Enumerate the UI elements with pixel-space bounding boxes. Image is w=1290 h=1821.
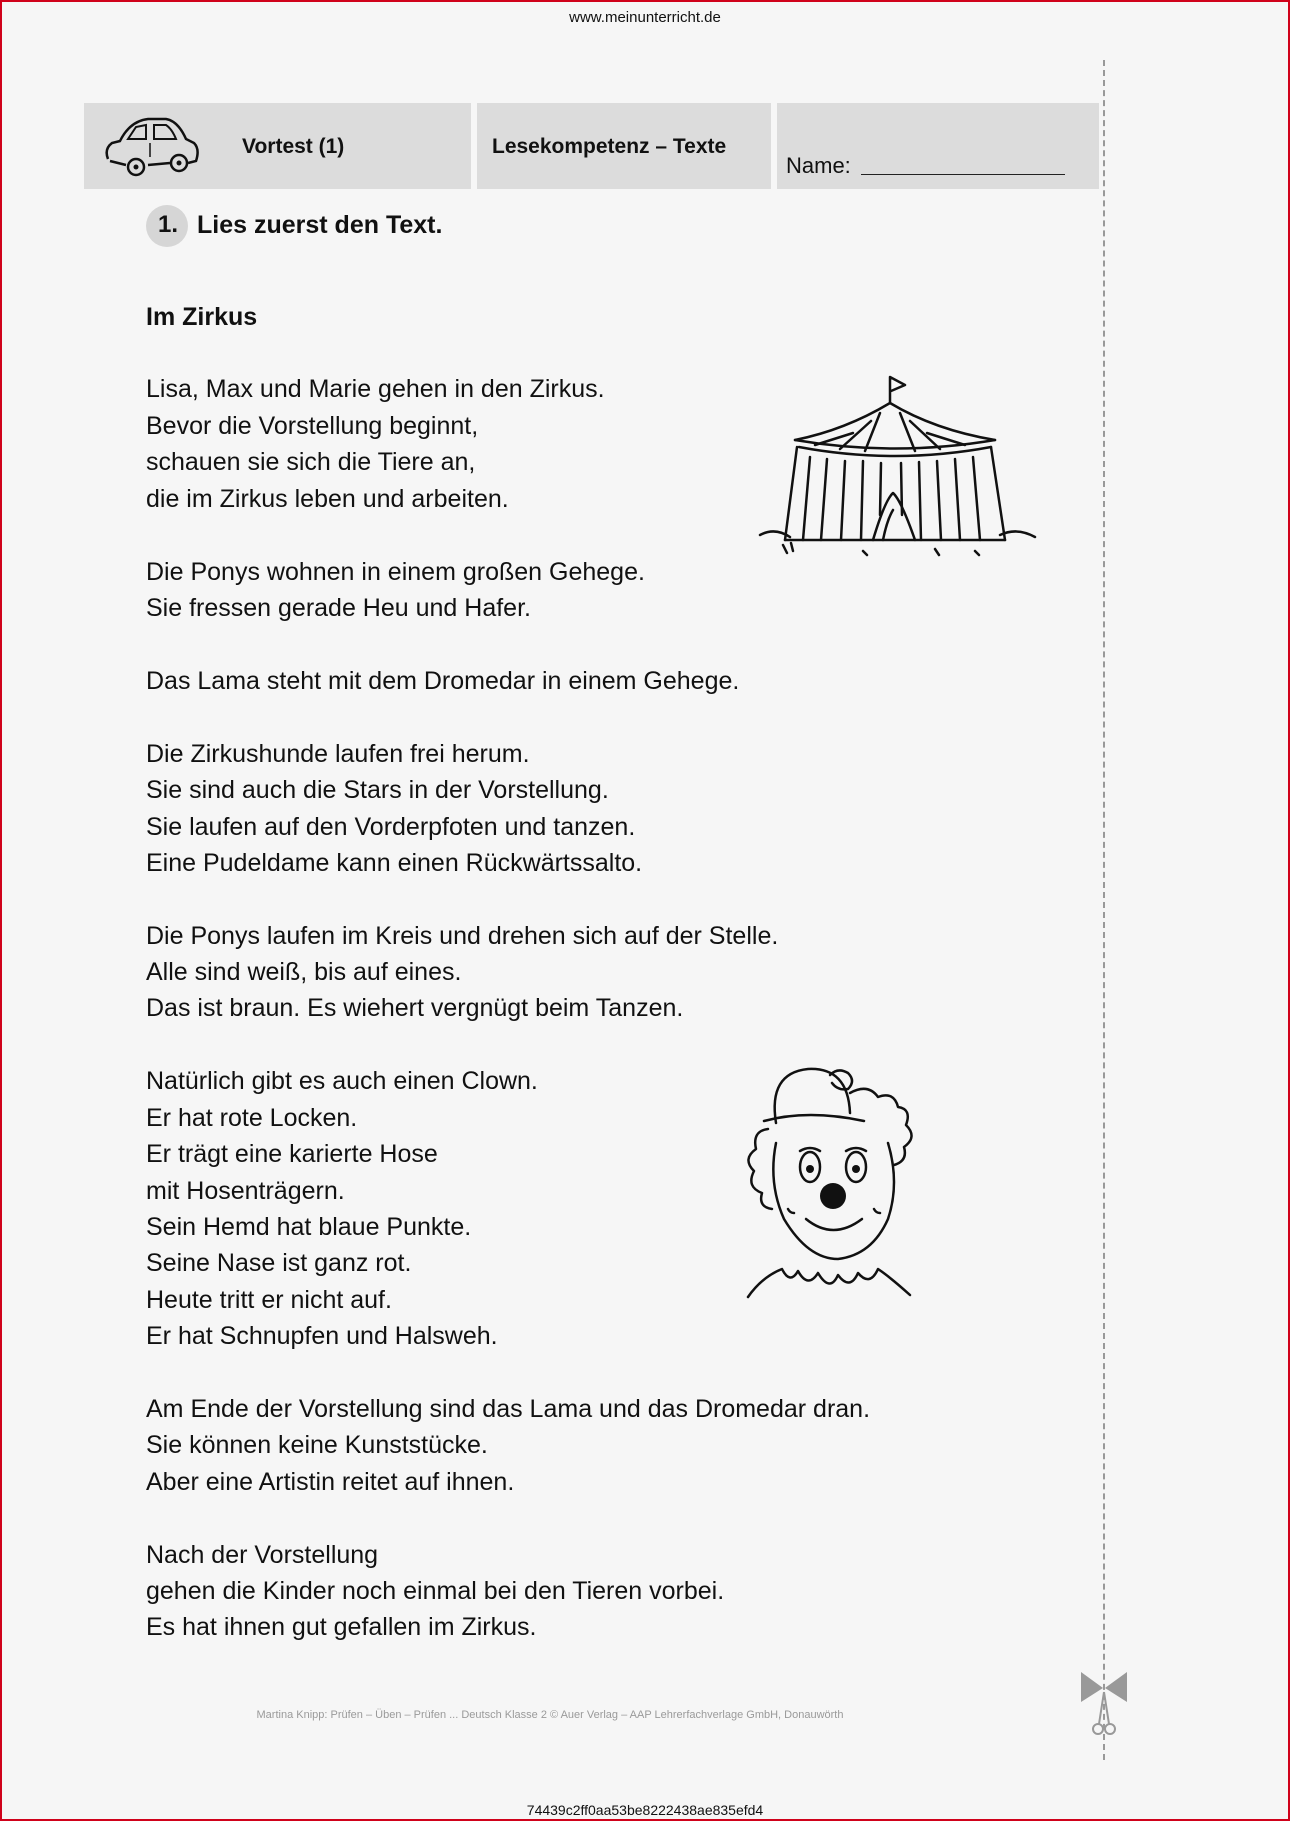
test-title: Vortest (1) <box>242 135 345 158</box>
clown-illustration <box>738 1063 948 1303</box>
name-label: Name: <box>786 153 851 178</box>
story-line: Sie laufen auf den Vorderpfoten und tanzen. <box>146 813 636 841</box>
task-instruction: Lies zuerst den Text. <box>197 211 443 239</box>
story-line: Heute tritt er nicht auf. <box>146 1286 392 1314</box>
name-field-line[interactable] <box>861 174 1065 175</box>
story-line: Sie fressen gerade Heu und Hafer. <box>146 594 531 622</box>
story-line: Er hat rote Locken. <box>146 1104 358 1132</box>
story-line: Am Ende der Vorstellung sind das Lama und das Dromedar dran. <box>146 1395 871 1423</box>
story-line: Sie sind auch die Stars in der Vorstellung. <box>146 776 609 804</box>
story-line: Seine Nase ist ganz rot. <box>146 1249 412 1277</box>
header-name-box <box>777 103 1099 189</box>
story-line: Das Lama steht mit dem Dromedar in einem Gehege. <box>146 667 740 695</box>
story-line: Nach der Vorstellung <box>146 1541 379 1569</box>
footer-credit: Martina Knipp: Prüfen – Üben – Prüfen ... Deutsch Klasse 2 © Auer Verlag – AAP Lehrerfachverlage GmbH, Donauwörth <box>256 1709 844 1721</box>
story-line: Das ist braun. Es wiehert vergnügt beim Tanzen. <box>146 994 684 1022</box>
document-hash: 74439c2ff0aa53be8222438ae835efd4 <box>526 1802 764 1818</box>
story-line: Sein Hemd hat blaue Punkte. <box>146 1213 472 1241</box>
story-line: Natürlich gibt es auch einen Clown. <box>146 1067 538 1095</box>
circus-tent-illustration <box>755 375 1040 560</box>
story-line: Er hat Schnupfen und Halsweh. <box>146 1322 498 1350</box>
header-left-box <box>84 103 471 189</box>
story-line: gehen die Kinder noch einmal bei den Tieren vorbei. <box>146 1577 725 1605</box>
header-middle-box <box>477 103 771 189</box>
story-line: schauen sie sich die Tiere an, <box>146 448 476 476</box>
story-line: Die Ponys laufen im Kreis und drehen sich auf der Stelle. <box>146 922 779 950</box>
story-line: Die Zirkushunde laufen frei herum. <box>146 740 530 768</box>
story-line: Er trägt eine karierte Hose <box>146 1140 438 1168</box>
car-icon <box>102 111 202 183</box>
story-title: Im Zirkus <box>146 303 258 331</box>
task-number: 1. <box>158 211 179 238</box>
story-line: Es hat ihnen gut gefallen im Zirkus. <box>146 1613 537 1641</box>
story-line: Sie können keine Kunststücke. <box>146 1431 488 1459</box>
story-line: Bevor die Vorstellung beginnt, <box>146 412 479 440</box>
story-line: Aber eine Artistin reitet auf ihnen. <box>146 1468 515 1496</box>
story-line: Alle sind weiß, bis auf eines. <box>146 958 462 986</box>
story-line: die im Zirkus leben und arbeiten. <box>146 485 509 513</box>
site-url[interactable]: www.meinunterricht.de <box>569 9 721 26</box>
story-line: Eine Pudeldame kann einen Rückwärtssalto. <box>146 849 643 877</box>
section-title: Lesekompetenz – Texte <box>492 135 727 158</box>
story-line: Lisa, Max und Marie gehen in den Zirkus. <box>146 375 605 403</box>
scissors-icon <box>1079 1670 1129 1740</box>
story-line: Die Ponys wohnen in einem großen Gehege. <box>146 558 645 586</box>
cut-line <box>1103 60 1105 1760</box>
story-line: mit Hosenträgern. <box>146 1177 345 1205</box>
